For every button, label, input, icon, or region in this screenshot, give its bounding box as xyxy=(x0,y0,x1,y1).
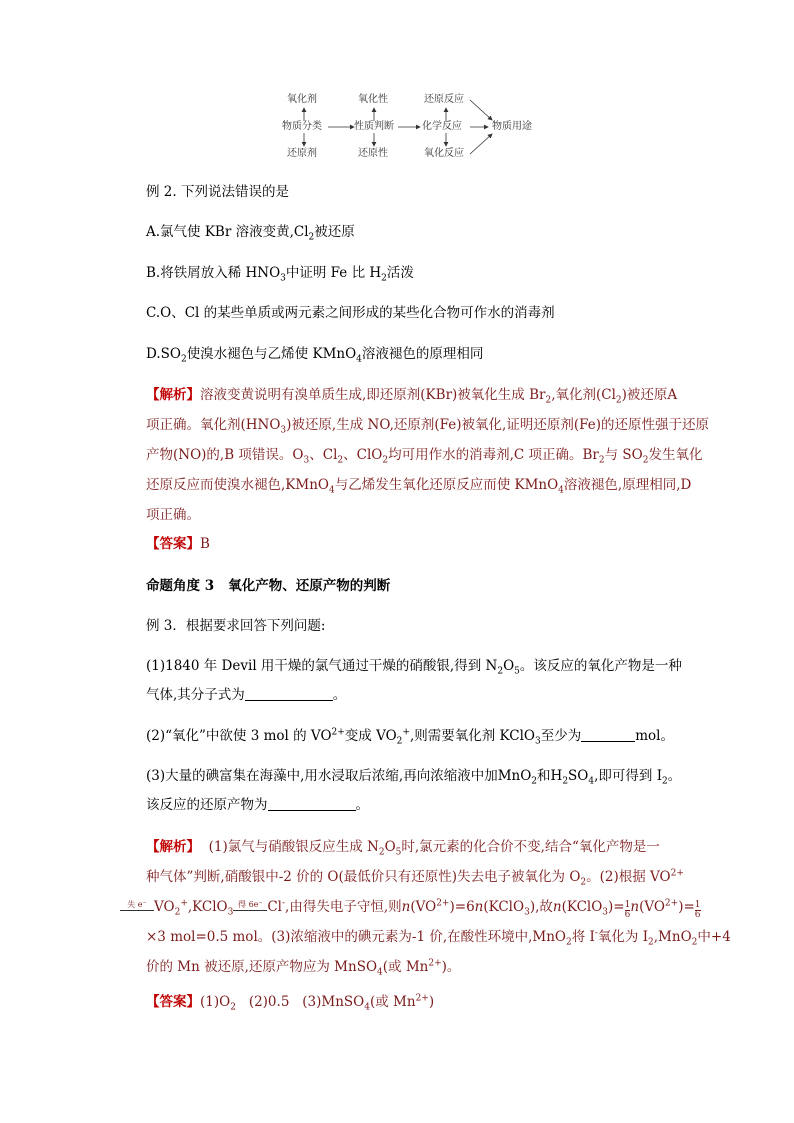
section-heading: 命题角度 3 氧化产物、还原产物的判断 xyxy=(146,578,391,594)
answer-tag: 【答案】 xyxy=(146,994,200,1010)
option-a: A.氯气使 KBr 溶液变黄$,Cl_2$被还原 xyxy=(146,224,355,243)
concept-diagram xyxy=(270,88,550,166)
diagram-node: 化学反应 xyxy=(422,121,462,132)
answer-blank-3[interactable] xyxy=(268,796,356,811)
option-b: B.将铁屑放入稀 $HNO_3$中证明 Fe 比 $H_2$活泼 xyxy=(146,265,414,284)
question-3: (3)大量的碘富集在海藻中,用水浸取后浓缩,再向浓缩液中加MnO$_2$和$H_2SO_4$,即可得到 $I_2$。 该反应的还原产物为 。 xyxy=(146,768,682,813)
fraction-one-sixth: $\frac{1}{6}$ xyxy=(624,900,631,920)
example-2-question: 例 2. 下列说法错误的是 xyxy=(146,184,289,200)
diagram-node: 氧化性 xyxy=(358,94,388,105)
electron-arrow-1: 失 e⁻ xyxy=(120,900,154,911)
example-3-analysis: 【解析】 (1)氯气与硝酸银反应生成 $N_2O_5$时,氯元素的化合价不变,结合“氧化产物是一 种气体”判断,硝酸银中-2 价的 O(最低价只有还原性)失去电子被氧化为 $O_2$。(2)根据 $VO^{2+}$ 失 e⁻ $VO_2^+,KClO_3$得 6e⁻ Cl-,由得失电子守恒,则$n(VO^{2+})=6n(KClO_3)$,故n(KClO$_3$)= $\frac{1}{6}$ $n(VO^{2+})=$ $\frac{1}{6}$ ×3 mol=0.5 mol。(3)浓缩液中的碘元素为-1 价,在酸性环境中,MnO$_2$将 I-氧化为 $I_2,MnO_2$中+4 价的 Mn 被还原,还原产物应为 MnSO$_4$(或 $Mn^{2+}$)。 xyxy=(146,832,686,982)
analysis-tag: 【解析】 xyxy=(146,387,200,403)
diagram-node: 还原剂 xyxy=(287,148,317,159)
answer-blank-1[interactable] xyxy=(245,686,333,701)
diagram-node: 物质用途 xyxy=(492,121,532,132)
answer-tag: 【答案】 xyxy=(146,536,200,552)
example-2-answer: 【答案】B xyxy=(146,536,210,552)
diagram-node: 氧化反应 xyxy=(424,148,464,159)
diagram-node: 物质分类 xyxy=(282,121,322,132)
example-3-question: 例 3．根据要求回答下列问题: xyxy=(146,618,326,634)
example-2-analysis: 【解析】溶液变黄说明有溴单质生成,即还原剂(KBr)被氧化生成 $Br_2$,氧化剂$(Cl_2)$被还原A 项正确。氧化剂$(HNO_3)$被还原,生成 NO,还原剂(Fe)被氧化,证明还原剂(Fe)的还原性强于还原 产物(NO)的,B 项错误。$O_3$、$Cl_2$、ClO$_2$均可用作水的消毒剂,C 项正确。$Br_2$与 $SO_2$发生氧化 还原反应而使溴水褪色,KMnO$_4$与乙烯发生氧化还原反应而使 KMnO$_4$溶液褪色,原理相同,D 项正确。 xyxy=(146,387,709,523)
question-1: (1)1840 年 Devil 用干燥的氯气通过干燥的硝酸银,得到 $N_2O_5$。该反应的氧化产物是一种 气体,其分子式为 。 xyxy=(146,658,682,703)
example-3-answer: 【答案】$(1)O_2$ (2)0.5 (3)MnSO$_4$(或 $Mn^{2+}$) xyxy=(146,993,435,1013)
diagram-node: 还原反应 xyxy=(424,94,464,105)
electron-arrow-2: 得 6e⁻ xyxy=(233,900,267,911)
fraction-one-sixth: $\frac{1}{6}$ xyxy=(694,900,701,920)
option-d: $D.SO_2$使溴水褪色与乙烯使 KMnO$_4$溶液褪色的原理相同 xyxy=(146,346,484,365)
option-c: C.O、Cl 的某些单质或两元素之间形成的某些化合物可作水的消毒剂 xyxy=(146,305,555,321)
answer-blank-2[interactable] xyxy=(581,727,635,742)
analysis-tag: 【解析】 xyxy=(146,839,200,855)
question-2: (2)“氧化”中欲使 3 mol 的 $VO^{2+}$变成 $VO_2^+$,则需要氧化剂 KClO$_3$至少为 mol。 xyxy=(146,727,674,747)
diagram-node: 还原性 xyxy=(358,148,388,159)
diagram-node: 性质判断 xyxy=(354,121,394,132)
diagram-node: 氧化剂 xyxy=(287,94,317,105)
